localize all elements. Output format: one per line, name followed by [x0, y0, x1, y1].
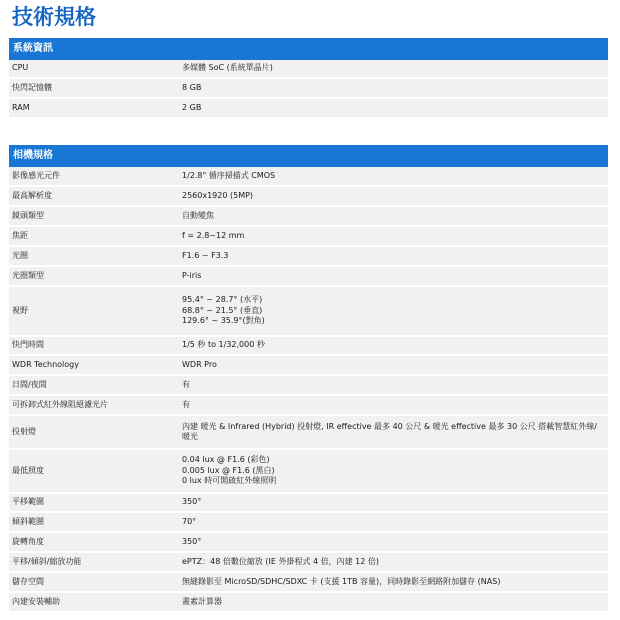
spec-value-line: F1.6 ~ F3.3 — [182, 250, 229, 260]
spec-label: 平移範圍 — [12, 497, 44, 507]
spec-label: 平移/傾斜/縮放功能 — [12, 556, 82, 566]
spec-row — [9, 227, 608, 247]
spec-value — [182, 211, 608, 222]
spec-row — [9, 207, 608, 227]
spec-label: 視野 — [12, 305, 28, 315]
spec-value-line: ePTZ：48 倍數位縮放 (IE 外掛程式 4 倍，內建 12 倍) — [182, 556, 380, 566]
spec-label: 儲存空間 — [12, 576, 44, 586]
spec-label: RAM — [12, 102, 30, 112]
section-system-info — [9, 38, 608, 119]
spec-row — [9, 533, 608, 553]
spec-value — [182, 557, 608, 568]
spec-label: 最低照度 — [12, 465, 44, 475]
spec-row — [9, 187, 608, 207]
spec-value — [182, 577, 608, 588]
spec-label: 影像感光元件 — [12, 170, 60, 180]
spec-value — [182, 422, 608, 443]
spec-label: 旋轉角度 — [12, 536, 44, 546]
spec-value — [182, 517, 608, 528]
spec-label: 最高解析度 — [12, 190, 52, 200]
spec-row — [9, 553, 608, 573]
spec-value — [182, 400, 608, 411]
spec-value — [182, 171, 608, 182]
spec-value — [182, 455, 608, 487]
spec-row — [9, 416, 608, 450]
spec-value — [182, 340, 608, 351]
spec-value-line: 有 — [182, 379, 190, 389]
spec-value-line: 70° — [182, 516, 197, 526]
spec-row — [9, 247, 608, 267]
spec-value-line: f = 2.8~12 mm — [182, 230, 245, 240]
spec-row — [9, 450, 608, 494]
spec-row — [9, 513, 608, 533]
spec-value — [182, 295, 608, 327]
spec-value-line: 有 — [182, 399, 190, 409]
section-header: 系統資訊 — [9, 38, 608, 60]
section-header: 相機規格 — [9, 145, 608, 167]
spec-value-line: 2560x1920 (5MP) — [182, 190, 254, 200]
spec-value-line: 無縫錄影至 MicroSD/SDHC/SDXC 卡 (支援 1TB 容量)，同時錄影至網路附加儲存 (NAS) — [182, 576, 501, 586]
spec-row — [9, 287, 608, 337]
spec-value — [182, 103, 608, 114]
spec-value-line: P-iris — [182, 270, 202, 280]
spec-value-line: 350° — [182, 497, 202, 507]
spec-label: 光圈 — [12, 250, 28, 260]
spec-label: CPU — [12, 63, 29, 73]
spec-value — [182, 380, 608, 391]
spec-value-line: 0.005 lux @ F1.6 (黑白) — [182, 465, 275, 475]
spec-value-line: 1/5 秒 to 1/32,000 秒 — [182, 340, 265, 350]
spec-value — [182, 231, 608, 242]
spec-label: 鏡頭類型 — [12, 210, 44, 220]
spec-row — [9, 267, 608, 287]
spec-value — [182, 83, 608, 94]
spec-label: WDR Technology — [12, 359, 79, 369]
spec-value — [182, 271, 608, 282]
spec-label: 投射燈 — [12, 426, 36, 436]
spec-value-line: 0.04 lux @ F1.6 (彩色) — [182, 455, 270, 465]
spec-row — [9, 593, 608, 613]
spec-value-line: 自動變焦 — [182, 210, 214, 220]
spec-value-line: 2 GB — [182, 102, 202, 112]
spec-value-line: 68.8° ~ 21.5° (垂直) — [182, 305, 263, 315]
spec-value — [182, 63, 608, 74]
spec-row — [9, 573, 608, 593]
section-camera-spec — [9, 145, 608, 613]
spec-label: 內建安裝輔助 — [12, 596, 60, 606]
spec-value-line: 內建 暖光 & Infrared (Hybrid) 投射燈, IR effective 最多 40 公尺 & 暖光 effective 最多 30 公尺 搭載智慧紅外線/ 暖光 — [182, 421, 597, 441]
spec-row — [9, 376, 608, 396]
spec-row — [9, 337, 608, 356]
spec-value-line: 129.6° ~ 35.9°(對角) — [182, 316, 265, 326]
spec-value-line: 1/2.8" 循序掃描式 CMOS — [182, 170, 276, 180]
spec-value-line: 350° — [182, 536, 202, 546]
spec-value-line: 95.4° ~ 28.7° (水平) — [182, 295, 263, 305]
spec-label: 可拆卸式紅外線阻絕濾光片 — [12, 399, 108, 409]
spec-value — [182, 191, 608, 202]
spec-value — [182, 537, 608, 548]
page-title: 技術規格 — [12, 5, 96, 29]
spec-value — [182, 360, 608, 371]
spec-row — [9, 79, 608, 99]
spec-label: 日間/夜間 — [12, 379, 47, 389]
spec-label: 焦距 — [12, 230, 28, 240]
spec-row — [9, 396, 608, 416]
spec-value-line: 0 lux 時可開啟紅外線照明 — [182, 476, 277, 486]
spec-value — [182, 597, 608, 608]
spec-row — [9, 99, 608, 119]
spec-label: 光圈類型 — [12, 270, 44, 280]
spec-value-line: 多媒體 SoC (系統單晶片) — [182, 63, 273, 73]
spec-value — [182, 497, 608, 508]
spec-row — [9, 356, 608, 376]
spec-row — [9, 167, 608, 187]
spec-value-line: WDR Pro — [182, 359, 217, 369]
spec-label: 快閃記憶體 — [12, 82, 52, 92]
spec-label: 快門時間 — [12, 340, 44, 350]
spec-row — [9, 60, 608, 79]
spec-value — [182, 251, 608, 262]
spec-value-line: 畫素計算器 — [182, 596, 222, 606]
spec-label: 傾斜範圍 — [12, 516, 44, 526]
spec-value-line: 8 GB — [182, 82, 202, 92]
spec-row — [9, 494, 608, 513]
